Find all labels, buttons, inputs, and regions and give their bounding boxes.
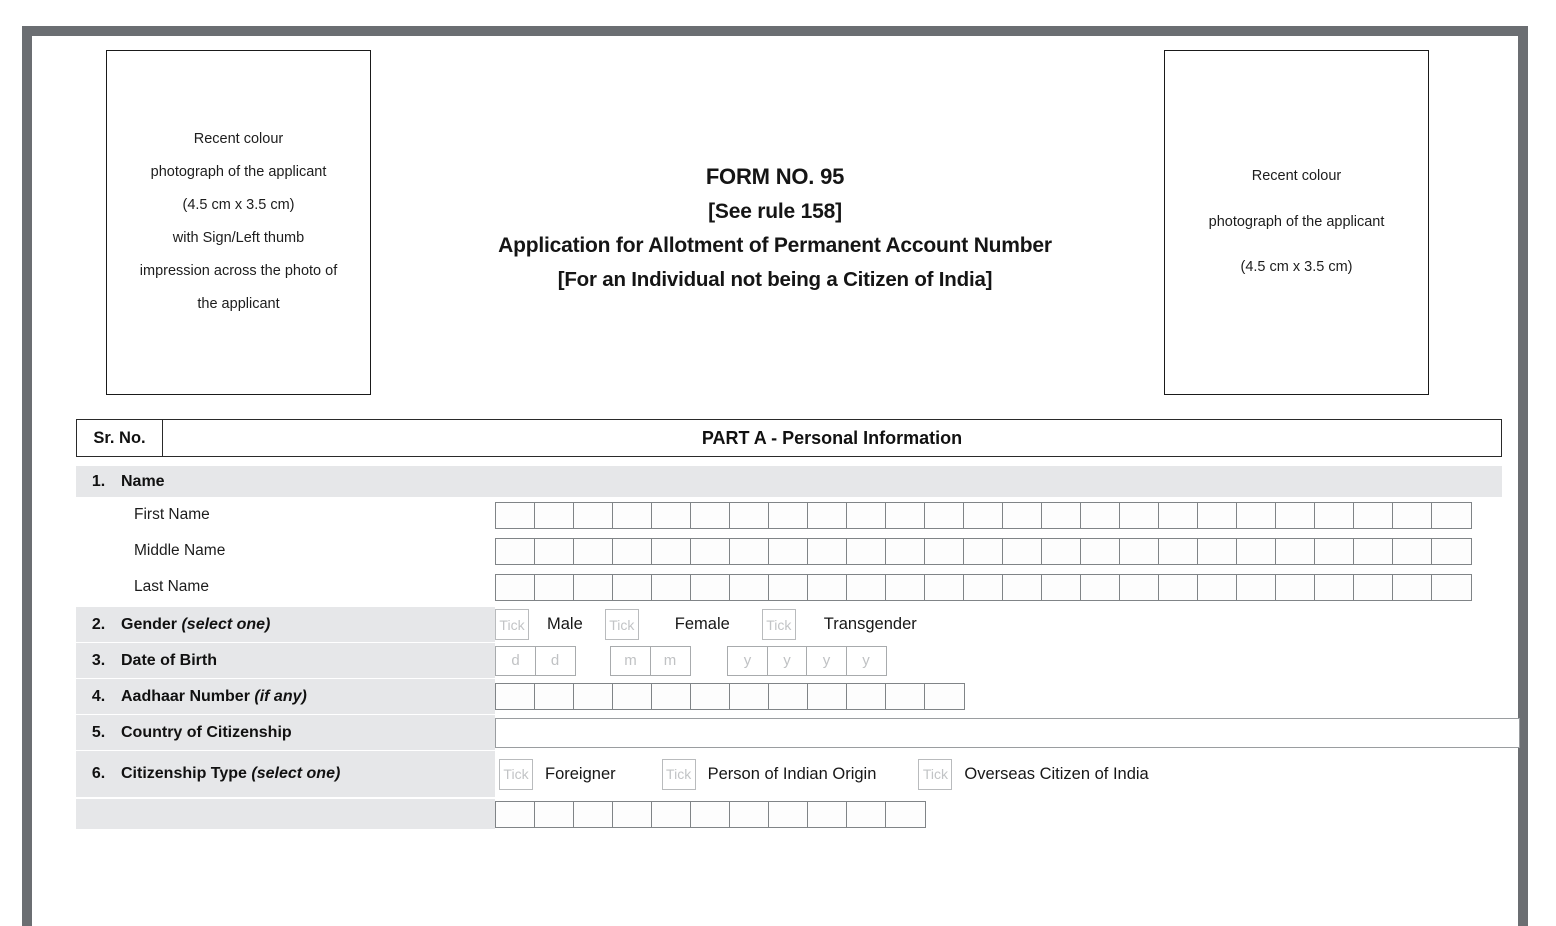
dob-month-boxes[interactable] — [610, 646, 689, 676]
dob-year-cell[interactable]: y — [767, 646, 808, 676]
first-name-cell[interactable] — [963, 502, 1004, 529]
aadhaar-cell[interactable] — [768, 683, 809, 710]
photo-left-line-6: the applicant — [197, 295, 280, 312]
last-name-cell[interactable] — [924, 574, 965, 601]
last-name-cell[interactable] — [1431, 574, 1472, 601]
aadhaar-input-boxes[interactable] — [495, 683, 963, 710]
first-name-cell[interactable] — [1431, 502, 1472, 529]
last-name-cell[interactable] — [1236, 574, 1277, 601]
first-name-input-boxes[interactable] — [495, 502, 1470, 529]
form-page — [32, 36, 1518, 822]
row-citizenship-type-label — [121, 765, 340, 783]
row-seven-cell[interactable] — [495, 801, 536, 828]
last-name-cell[interactable] — [573, 574, 614, 601]
row-first-name — [76, 497, 1502, 533]
row-citizenship-type-label-cell — [76, 751, 495, 797]
row-dob-serial: 3. — [91, 651, 106, 669]
aadhaar-cell[interactable] — [807, 683, 848, 710]
form-purpose-title: Application for Allotment of Permanent Account Number — [498, 234, 1052, 257]
last-name-cell[interactable] — [651, 574, 692, 601]
row-aadhaar-serial: 4. — [91, 687, 106, 705]
middle-name-cell[interactable] — [1392, 538, 1433, 565]
row-seven-input-boxes[interactable] — [495, 801, 924, 828]
row-country-serial: 5. — [91, 723, 106, 741]
first-name-label: First Name — [134, 506, 210, 523]
row-seven-cell[interactable] — [534, 801, 575, 828]
middle-name-label: Middle Name — [134, 542, 226, 559]
middle-name-cell[interactable] — [807, 538, 848, 565]
section-header-part-a: PART A - Personal Information — [701, 427, 963, 448]
aadhaar-cell[interactable] — [495, 683, 536, 710]
first-name-cell[interactable] — [729, 502, 770, 529]
row-seven-cell[interactable] — [573, 801, 614, 828]
gender-option-male: Male — [547, 615, 583, 633]
dob-day-boxes[interactable] — [495, 646, 574, 676]
citizenship-option-foreigner: Foreigner — [545, 764, 616, 783]
aadhaar-cell[interactable] — [885, 683, 926, 710]
row-name-serial: 1. — [91, 472, 106, 490]
first-name-cell[interactable] — [690, 502, 731, 529]
photo-right-line-2: photograph of the applicant — [1208, 213, 1385, 230]
middle-name-cell[interactable] — [690, 538, 731, 565]
last-name-cell[interactable] — [1275, 574, 1316, 601]
form-applicability-note: [For an Individual not being a Citizen of India] — [557, 268, 993, 291]
middle-name-cell[interactable] — [612, 538, 653, 565]
first-name-cell[interactable] — [534, 502, 575, 529]
row-citizenship-type — [76, 751, 1502, 797]
first-name-cell[interactable] — [612, 502, 653, 529]
middle-name-input-boxes[interactable] — [495, 538, 1470, 565]
row-country-label: Country of Citizenship — [121, 723, 292, 741]
form-table — [76, 419, 1502, 829]
middle-name-cell[interactable] — [846, 538, 887, 565]
last-name-cell[interactable] — [1197, 574, 1238, 601]
row-aadhaar-label-cell — [76, 679, 495, 714]
row-dob-label: Date of Birth — [121, 651, 217, 669]
citizenship-tick-foreigner[interactable]: Tick — [499, 759, 533, 790]
photo-left-line-1: Recent colour — [193, 131, 284, 148]
middle-name-cell[interactable] — [1041, 538, 1082, 565]
middle-name-cell[interactable] — [1431, 538, 1472, 565]
first-name-cell[interactable] — [807, 502, 848, 529]
row-seven-cell[interactable] — [729, 801, 770, 828]
row-seven-label-cell — [76, 799, 495, 829]
last-name-cell[interactable] — [729, 574, 770, 601]
row-aadhaar — [76, 679, 1502, 714]
middle-name-cell[interactable] — [573, 538, 614, 565]
citizenship-tick-oci[interactable]: Tick — [918, 759, 952, 790]
middle-name-cell[interactable] — [963, 538, 1004, 565]
first-name-cell[interactable] — [495, 502, 536, 529]
middle-name-cell[interactable] — [651, 538, 692, 565]
first-name-cell[interactable] — [885, 502, 926, 529]
first-name-cell[interactable] — [1119, 502, 1160, 529]
first-name-cell[interactable] — [846, 502, 887, 529]
last-name-cell[interactable] — [846, 574, 887, 601]
last-name-cell[interactable] — [690, 574, 731, 601]
table-header-row — [76, 419, 1502, 457]
last-name-cell[interactable] — [1158, 574, 1199, 601]
last-name-cell[interactable] — [1353, 574, 1394, 601]
gender-tick-female[interactable]: Tick — [605, 609, 639, 640]
last-name-cell[interactable] — [612, 574, 653, 601]
aadhaar-cell[interactable] — [924, 683, 965, 710]
last-name-cell[interactable] — [1002, 574, 1043, 601]
gender-options — [495, 607, 1502, 642]
citizenship-type-options — [499, 751, 1502, 797]
photo-placeholder-right — [1164, 50, 1429, 395]
row-gender-serial: 2. — [91, 615, 106, 633]
row-last-name — [76, 569, 1502, 605]
aadhaar-cell[interactable] — [846, 683, 887, 710]
gender-option-transgender: Transgender — [823, 615, 917, 633]
row-country-of-citizenship — [76, 715, 1502, 750]
middle-name-cell[interactable] — [1353, 538, 1394, 565]
middle-name-cell[interactable] — [885, 538, 926, 565]
photo-left-line-3: (4.5 cm x 3.5 cm) — [182, 197, 295, 214]
first-name-cell[interactable] — [1236, 502, 1277, 529]
aadhaar-label-text: Aadhaar Number — [121, 687, 250, 705]
photo-right-line-3: (4.5 cm x 3.5 cm) — [1240, 259, 1353, 276]
dob-month-cell[interactable]: m — [610, 646, 651, 676]
middle-name-cell[interactable] — [1197, 538, 1238, 565]
gender-label-note: (select one) — [181, 615, 271, 633]
row-date-of-birth — [76, 643, 1502, 678]
row-gender-label — [121, 616, 270, 634]
gender-label-text: Gender — [121, 615, 178, 633]
first-name-cell[interactable] — [1158, 502, 1199, 529]
aadhaar-cell[interactable] — [573, 683, 614, 710]
citizenship-tick-pio[interactable]: Tick — [662, 759, 696, 790]
middle-name-cell[interactable] — [1119, 538, 1160, 565]
photo-left-line-2: photograph of the applicant — [150, 164, 327, 181]
row-aadhaar-label — [121, 688, 307, 706]
last-name-input-boxes[interactable] — [495, 574, 1470, 601]
aadhaar-cell[interactable] — [690, 683, 731, 710]
middle-name-cell[interactable] — [534, 538, 575, 565]
first-name-cell[interactable] — [924, 502, 965, 529]
citizenship-type-label-note: (select one) — [251, 765, 341, 782]
form-title-block — [392, 164, 1158, 292]
last-name-cell[interactable] — [1314, 574, 1355, 601]
last-name-cell[interactable] — [1080, 574, 1121, 601]
dob-day-cell[interactable]: d — [535, 646, 576, 676]
middle-name-cell[interactable] — [924, 538, 965, 565]
row-seven-cell[interactable] — [885, 801, 926, 828]
row-name — [76, 466, 1502, 497]
row-seven-cell[interactable] — [807, 801, 848, 828]
first-name-cell[interactable] — [1275, 502, 1316, 529]
dob-year-cell[interactable]: y — [806, 646, 847, 676]
gender-option-female: Female — [674, 615, 730, 633]
dob-day-cell[interactable]: d — [495, 646, 536, 676]
gender-tick-male[interactable]: Tick — [495, 609, 529, 640]
first-name-cell[interactable] — [768, 502, 809, 529]
first-name-cell[interactable] — [1392, 502, 1433, 529]
row-seven-partial — [76, 799, 1502, 829]
first-name-cell[interactable] — [1080, 502, 1121, 529]
last-name-cell[interactable] — [885, 574, 926, 601]
form-rule-reference: [See rule 158] — [708, 200, 842, 223]
first-name-cell[interactable] — [651, 502, 692, 529]
middle-name-cell[interactable] — [1236, 538, 1277, 565]
citizenship-option-overseas-citizen-of-india: Overseas Citizen of India — [964, 764, 1149, 783]
row-name-label: Name — [121, 472, 165, 490]
aadhaar-cell[interactable] — [729, 683, 770, 710]
gender-tick-transgender[interactable]: Tick — [762, 609, 796, 640]
last-name-label: Last Name — [134, 578, 209, 595]
last-name-cell[interactable] — [1392, 574, 1433, 601]
form-number-title: FORM NO. 95 — [705, 164, 845, 189]
aadhaar-label-note: (if any) — [254, 687, 307, 705]
photo-right-line-1: Recent colour — [1251, 167, 1342, 184]
middle-name-cell[interactable] — [1002, 538, 1043, 565]
aadhaar-cell[interactable] — [612, 683, 653, 710]
last-name-cell[interactable] — [495, 574, 536, 601]
row-dob-label-cell — [76, 643, 495, 678]
last-name-cell[interactable] — [1119, 574, 1160, 601]
middle-name-cell[interactable] — [1080, 538, 1121, 565]
last-name-cell[interactable] — [963, 574, 1004, 601]
aadhaar-cell[interactable] — [534, 683, 575, 710]
first-name-cell[interactable] — [1314, 502, 1355, 529]
middle-name-cell[interactable] — [768, 538, 809, 565]
row-gender-label-cell — [76, 607, 495, 642]
first-name-cell[interactable] — [1041, 502, 1082, 529]
row-citizenship-type-serial: 6. — [91, 765, 106, 782]
aadhaar-cell[interactable] — [651, 683, 692, 710]
middle-name-cell[interactable] — [1275, 538, 1316, 565]
row-seven-cell[interactable] — [690, 801, 731, 828]
last-name-cell[interactable] — [807, 574, 848, 601]
middle-name-cell[interactable] — [729, 538, 770, 565]
dob-fields — [495, 643, 1502, 678]
row-seven-cell[interactable] — [651, 801, 692, 828]
last-name-cell[interactable] — [1041, 574, 1082, 601]
citizenship-type-label-text: Citizenship Type — [121, 765, 247, 782]
first-name-cell[interactable] — [1353, 502, 1394, 529]
last-name-cell[interactable] — [534, 574, 575, 601]
dob-year-cell[interactable]: y — [846, 646, 887, 676]
dob-year-cell[interactable]: y — [727, 646, 768, 676]
row-gender — [76, 607, 1502, 642]
first-name-cell[interactable] — [573, 502, 614, 529]
first-name-cell[interactable] — [1002, 502, 1043, 529]
column-header-srno: Sr. No. — [77, 420, 163, 456]
photo-left-line-4: with Sign/Left thumb — [172, 230, 305, 246]
middle-name-cell[interactable] — [1158, 538, 1199, 565]
row-seven-cell[interactable] — [612, 801, 653, 828]
first-name-cell[interactable] — [1197, 502, 1238, 529]
last-name-cell[interactable] — [768, 574, 809, 601]
dob-year-boxes[interactable] — [727, 646, 885, 676]
photo-left-line-5: impression across the photo of — [139, 262, 338, 279]
row-seven-cell[interactable] — [768, 801, 809, 828]
citizenship-option-person-of-indian-origin: Person of Indian Origin — [707, 764, 877, 783]
row-seven-cell[interactable] — [846, 801, 887, 828]
row-middle-name — [76, 533, 1502, 569]
row-country-label-cell — [76, 715, 495, 750]
middle-name-cell[interactable] — [495, 538, 536, 565]
country-of-citizenship-input[interactable] — [495, 718, 1520, 748]
photo-placeholder-left — [106, 50, 371, 395]
middle-name-cell[interactable] — [1314, 538, 1355, 565]
dob-month-cell[interactable]: m — [650, 646, 691, 676]
